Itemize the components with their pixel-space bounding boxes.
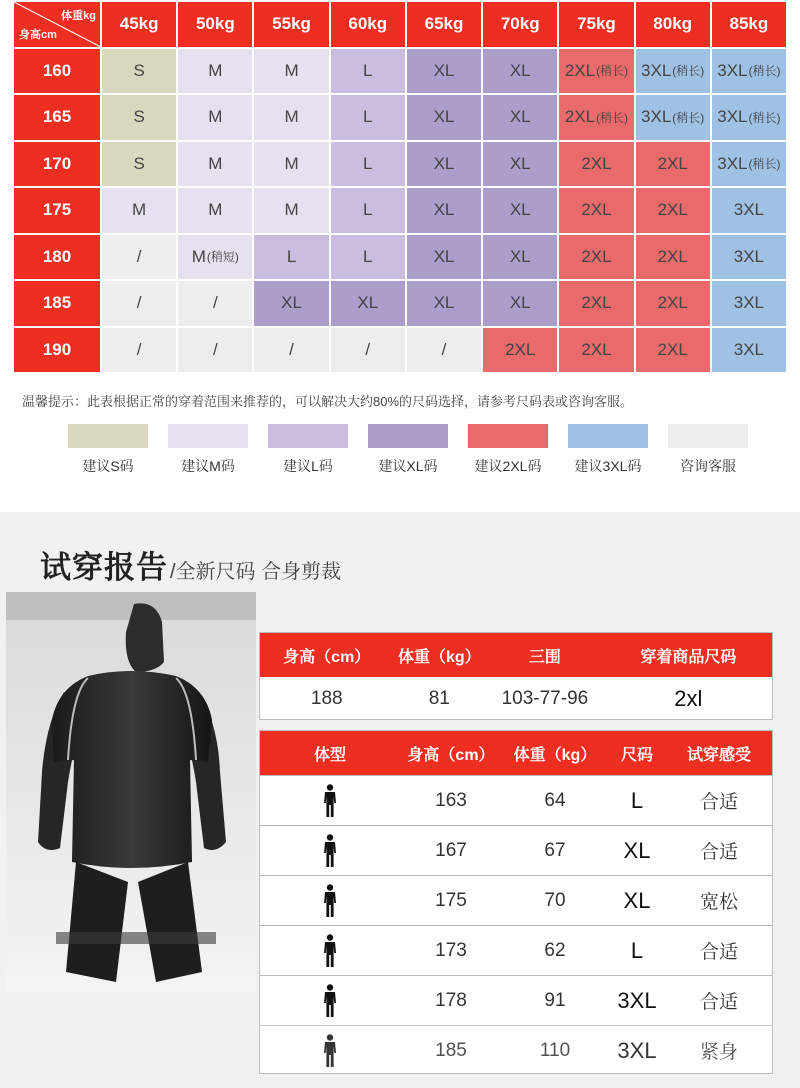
height-axis-label: 身高cm: [19, 28, 57, 41]
size-value: XL: [509, 153, 531, 173]
try-weight: 70: [544, 889, 566, 911]
size-value: 2XL: [581, 200, 612, 220]
size-value: 2XL: [581, 153, 612, 173]
size-value: /: [441, 339, 447, 359]
size-value: 2XL: [581, 246, 612, 266]
legend-swatch: [68, 424, 148, 448]
try-on-row: [260, 775, 772, 825]
legend-label: 建议2XL码: [474, 458, 542, 474]
size-value: /: [212, 293, 218, 313]
try-size: XL: [623, 887, 651, 913]
weight-header: 85kg: [712, 2, 786, 47]
size-value: M: [208, 107, 223, 127]
size-cell: [331, 188, 405, 233]
size-cell: [331, 142, 405, 187]
size-cell: [483, 281, 557, 326]
weight-header: 55kg: [254, 2, 328, 47]
size-cell: [178, 281, 252, 326]
weight-header: 70kg: [483, 2, 557, 47]
size-cell: [407, 142, 481, 187]
size-value: 3XL: [733, 339, 764, 359]
size-chart-corner: [14, 2, 100, 47]
legend-label: 建议L码: [283, 458, 333, 474]
size-value: /: [212, 339, 218, 359]
size-legend: [68, 424, 748, 476]
size-note: (稍短): [206, 250, 239, 265]
legend-item: [168, 424, 248, 476]
try-height: 185: [435, 1039, 467, 1061]
report-subtitle: /全新尺码 合身剪裁: [170, 561, 342, 583]
try-feel: 合适: [699, 792, 738, 813]
size-cell: [178, 328, 252, 373]
size-value: L: [363, 60, 373, 80]
size-value: L: [363, 153, 373, 173]
size-cell: [254, 142, 328, 187]
try-weight: 110: [539, 1039, 571, 1061]
try-height: 167: [435, 839, 467, 861]
size-cell: [102, 328, 176, 373]
size-cell: [178, 188, 252, 233]
size-value: XL: [509, 293, 531, 313]
weight-header: 75kg: [559, 2, 633, 47]
try-on-header: [260, 731, 772, 775]
size-value: /: [136, 246, 142, 266]
model-size: 2xl: [674, 685, 703, 711]
size-value: XL: [433, 293, 455, 313]
size-tip: 温馨提示：此表根据正常的穿着范围来推荐的，可以解决大约80%的尺码选择，请参考尺码表或咨询客服。: [22, 394, 634, 409]
size-value: 3XL: [717, 107, 748, 127]
try-on-report: [0, 512, 800, 1088]
size-cell: [559, 281, 633, 326]
size-cell: [254, 188, 328, 233]
size-value: 2XL: [657, 246, 688, 266]
legend-swatch: [268, 424, 348, 448]
legend-item: [468, 424, 548, 476]
legend-swatch: [168, 424, 248, 448]
size-cell: [559, 142, 633, 187]
size-cell: [254, 95, 328, 140]
size-cell: [712, 235, 786, 280]
size-cell: [712, 95, 786, 140]
size-cell: [178, 95, 252, 140]
size-cell: [483, 95, 557, 140]
model-info-header: [260, 633, 772, 677]
size-value: M: [284, 153, 299, 173]
legend-swatch: [468, 424, 548, 448]
size-cell: [102, 281, 176, 326]
size-value: M: [284, 200, 299, 220]
size-cell: [559, 95, 633, 140]
size-note: (稍长): [748, 157, 781, 172]
size-value: 2XL: [564, 107, 596, 127]
person-icon: [260, 934, 400, 968]
size-note: (稍长): [596, 64, 629, 79]
size-value: XL: [509, 107, 531, 127]
size-cell: [331, 49, 405, 94]
report-title-main: 试穿报告: [40, 550, 168, 585]
size-value: M: [208, 153, 223, 173]
try-weight: 64: [544, 789, 566, 811]
size-value: L: [363, 246, 373, 266]
size-cell: [407, 281, 481, 326]
size-cell: [254, 328, 328, 373]
model-measurements: 103-77-96: [501, 687, 589, 709]
try-weight: 91: [544, 989, 566, 1011]
size-value: L: [363, 200, 373, 220]
size-chart-table: [14, 2, 786, 372]
size-cell: [483, 235, 557, 280]
model-header-measurements: 三围: [528, 648, 561, 666]
size-cell: [331, 235, 405, 280]
size-value: M: [284, 107, 299, 127]
try-height: 175: [435, 889, 467, 911]
size-value: S: [133, 60, 145, 80]
size-value: 3XL: [717, 60, 748, 80]
try-on-row: [260, 1025, 772, 1075]
legend-swatch: [368, 424, 448, 448]
size-note: (稍长): [748, 110, 781, 125]
size-cell: [483, 188, 557, 233]
size-cell: [178, 49, 252, 94]
model-height: 188: [310, 687, 343, 709]
size-cell: [483, 328, 557, 373]
try-feel: 合适: [699, 942, 738, 963]
size-value: XL: [433, 153, 455, 173]
model-header-height: 身高（cm）: [283, 648, 371, 666]
height-header: 185: [14, 281, 100, 326]
try-size: XL: [623, 837, 651, 863]
size-cell: [102, 95, 176, 140]
try-feel: 宽松: [699, 892, 738, 913]
size-cell: [636, 281, 710, 326]
size-cell: [712, 188, 786, 233]
legend-swatch: [668, 424, 748, 448]
size-cell: [712, 142, 786, 187]
size-value: XL: [509, 200, 531, 220]
size-note: (稍长): [672, 110, 705, 125]
weight-header: 65kg: [407, 2, 481, 47]
mannequin-shirt-image: [6, 592, 256, 992]
legend-label: 建议M码: [181, 458, 235, 474]
size-value: /: [365, 339, 371, 359]
size-cell: [331, 281, 405, 326]
height-header: 190: [14, 328, 100, 373]
size-value: 2XL: [581, 293, 612, 313]
size-value: 3XL: [641, 107, 672, 127]
size-value: 3XL: [733, 293, 764, 313]
size-cell: [102, 188, 176, 233]
size-cell: [407, 95, 481, 140]
model-photo: [6, 592, 256, 992]
size-value: 2XL: [505, 339, 536, 359]
size-cell: [102, 235, 176, 280]
try-height: 173: [435, 939, 467, 961]
try-size: L: [630, 937, 644, 963]
size-value: 2XL: [657, 293, 688, 313]
try-header-weight: 体重（kg）: [513, 746, 597, 764]
size-value: 2XL: [657, 153, 688, 173]
size-value: L: [286, 246, 297, 266]
size-value: 2XL: [564, 60, 596, 80]
size-cell: [102, 142, 176, 187]
size-cell: [331, 328, 405, 373]
legend-swatch: [568, 424, 648, 448]
person-icon: [260, 984, 400, 1018]
legend-label: 建议S码: [82, 458, 134, 474]
size-note: (稍长): [596, 110, 629, 125]
height-header: 175: [14, 188, 100, 233]
try-on-row: [260, 825, 772, 875]
size-value: S: [133, 107, 145, 127]
try-size: 3XL: [617, 987, 657, 1013]
person-icon: [260, 834, 400, 868]
size-cell: [254, 49, 328, 94]
try-header-feel: 试穿感受: [686, 746, 751, 764]
try-header-size: 尺码: [620, 746, 653, 764]
height-header: 165: [14, 95, 100, 140]
size-value: /: [136, 339, 142, 359]
size-cell: [636, 49, 710, 94]
try-on-table: [259, 730, 773, 1074]
person-icon: [260, 884, 400, 918]
model-weight: 81: [428, 687, 450, 709]
height-header: 180: [14, 235, 100, 280]
size-value: XL: [433, 200, 455, 220]
size-value: XL: [509, 246, 531, 266]
try-header-height: 身高（cm）: [407, 746, 495, 764]
size-value: 3XL: [733, 200, 764, 220]
size-value: XL: [433, 107, 455, 127]
model-info-row: [260, 677, 772, 720]
size-cell: [636, 235, 710, 280]
size-cell: [102, 49, 176, 94]
height-header: 160: [14, 49, 100, 94]
try-height: 163: [435, 789, 467, 811]
weight-header: 60kg: [331, 2, 405, 47]
size-cell: [636, 188, 710, 233]
size-value: XL: [281, 293, 302, 313]
size-value: 2XL: [581, 339, 612, 359]
size-value: 3XL: [733, 246, 764, 266]
size-cell: [636, 95, 710, 140]
legend-label: 咨询客服: [680, 458, 736, 474]
size-cell: [559, 49, 633, 94]
size-value: M: [132, 200, 147, 220]
size-cell: [254, 281, 328, 326]
legend-item: [268, 424, 348, 476]
try-header-body-type: 体型: [313, 746, 346, 764]
try-size: L: [630, 787, 644, 813]
size-cell: [559, 188, 633, 233]
legend-label: 建议3XL码: [574, 458, 642, 474]
size-value: /: [289, 339, 294, 359]
legend-item: [368, 424, 448, 476]
size-cell: [254, 235, 328, 280]
model-info-table: [259, 632, 773, 720]
size-value: L: [363, 107, 373, 127]
size-cell: [407, 328, 481, 373]
size-value: 3XL: [717, 153, 748, 173]
size-value: 2XL: [657, 339, 688, 359]
try-weight: 67: [544, 839, 566, 861]
try-feel: 紧身: [699, 1042, 738, 1063]
report-title: [40, 542, 341, 587]
size-value: S: [133, 153, 145, 173]
size-cell: [331, 95, 405, 140]
try-height: 178: [435, 989, 467, 1011]
try-weight: 62: [544, 939, 566, 961]
legend-item: [568, 424, 648, 476]
weight-header: 45kg: [102, 2, 176, 47]
try-size: 3XL: [617, 1037, 657, 1063]
size-value: 2XL: [657, 200, 688, 220]
size-cell: [712, 49, 786, 94]
size-cell: [636, 142, 710, 187]
size-value: /: [136, 293, 142, 313]
weight-header: 80kg: [636, 2, 710, 47]
legend-label: 建议XL码: [378, 458, 438, 474]
person-icon: [260, 1034, 400, 1068]
size-cell: [178, 235, 252, 280]
size-note: (稍长): [672, 64, 705, 79]
weight-axis-label: 体重kg: [61, 10, 96, 22]
try-on-row: [260, 975, 772, 1025]
size-value: XL: [433, 60, 455, 80]
size-cell: [559, 328, 633, 373]
size-cell: [712, 328, 786, 373]
size-value: M: [191, 246, 206, 266]
legend-item: [68, 424, 148, 476]
size-cell: [407, 235, 481, 280]
size-note: (稍长): [748, 64, 781, 79]
size-value: 3XL: [641, 60, 672, 80]
size-cell: [407, 49, 481, 94]
person-icon: [260, 784, 400, 818]
size-cell: [178, 142, 252, 187]
try-feel: 合适: [699, 842, 738, 863]
size-cell: [407, 188, 481, 233]
size-value: XL: [433, 246, 455, 266]
size-value: M: [208, 200, 223, 220]
size-value: XL: [357, 293, 379, 313]
height-header: 170: [14, 142, 100, 187]
try-on-row: [260, 925, 772, 975]
size-value: XL: [509, 60, 531, 80]
try-on-row: [260, 875, 772, 925]
try-feel: 合适: [699, 992, 738, 1013]
legend-item: [668, 424, 748, 476]
weight-header: 50kg: [178, 2, 252, 47]
size-value: M: [208, 60, 223, 80]
size-cell: [559, 235, 633, 280]
size-value: M: [284, 60, 299, 80]
model-header-weight: 体重（kg）: [397, 648, 481, 666]
size-cell: [483, 142, 557, 187]
model-header-size: 穿着商品尺码: [640, 648, 737, 666]
size-cell: [712, 281, 786, 326]
size-cell: [636, 328, 710, 373]
size-cell: [483, 49, 557, 94]
